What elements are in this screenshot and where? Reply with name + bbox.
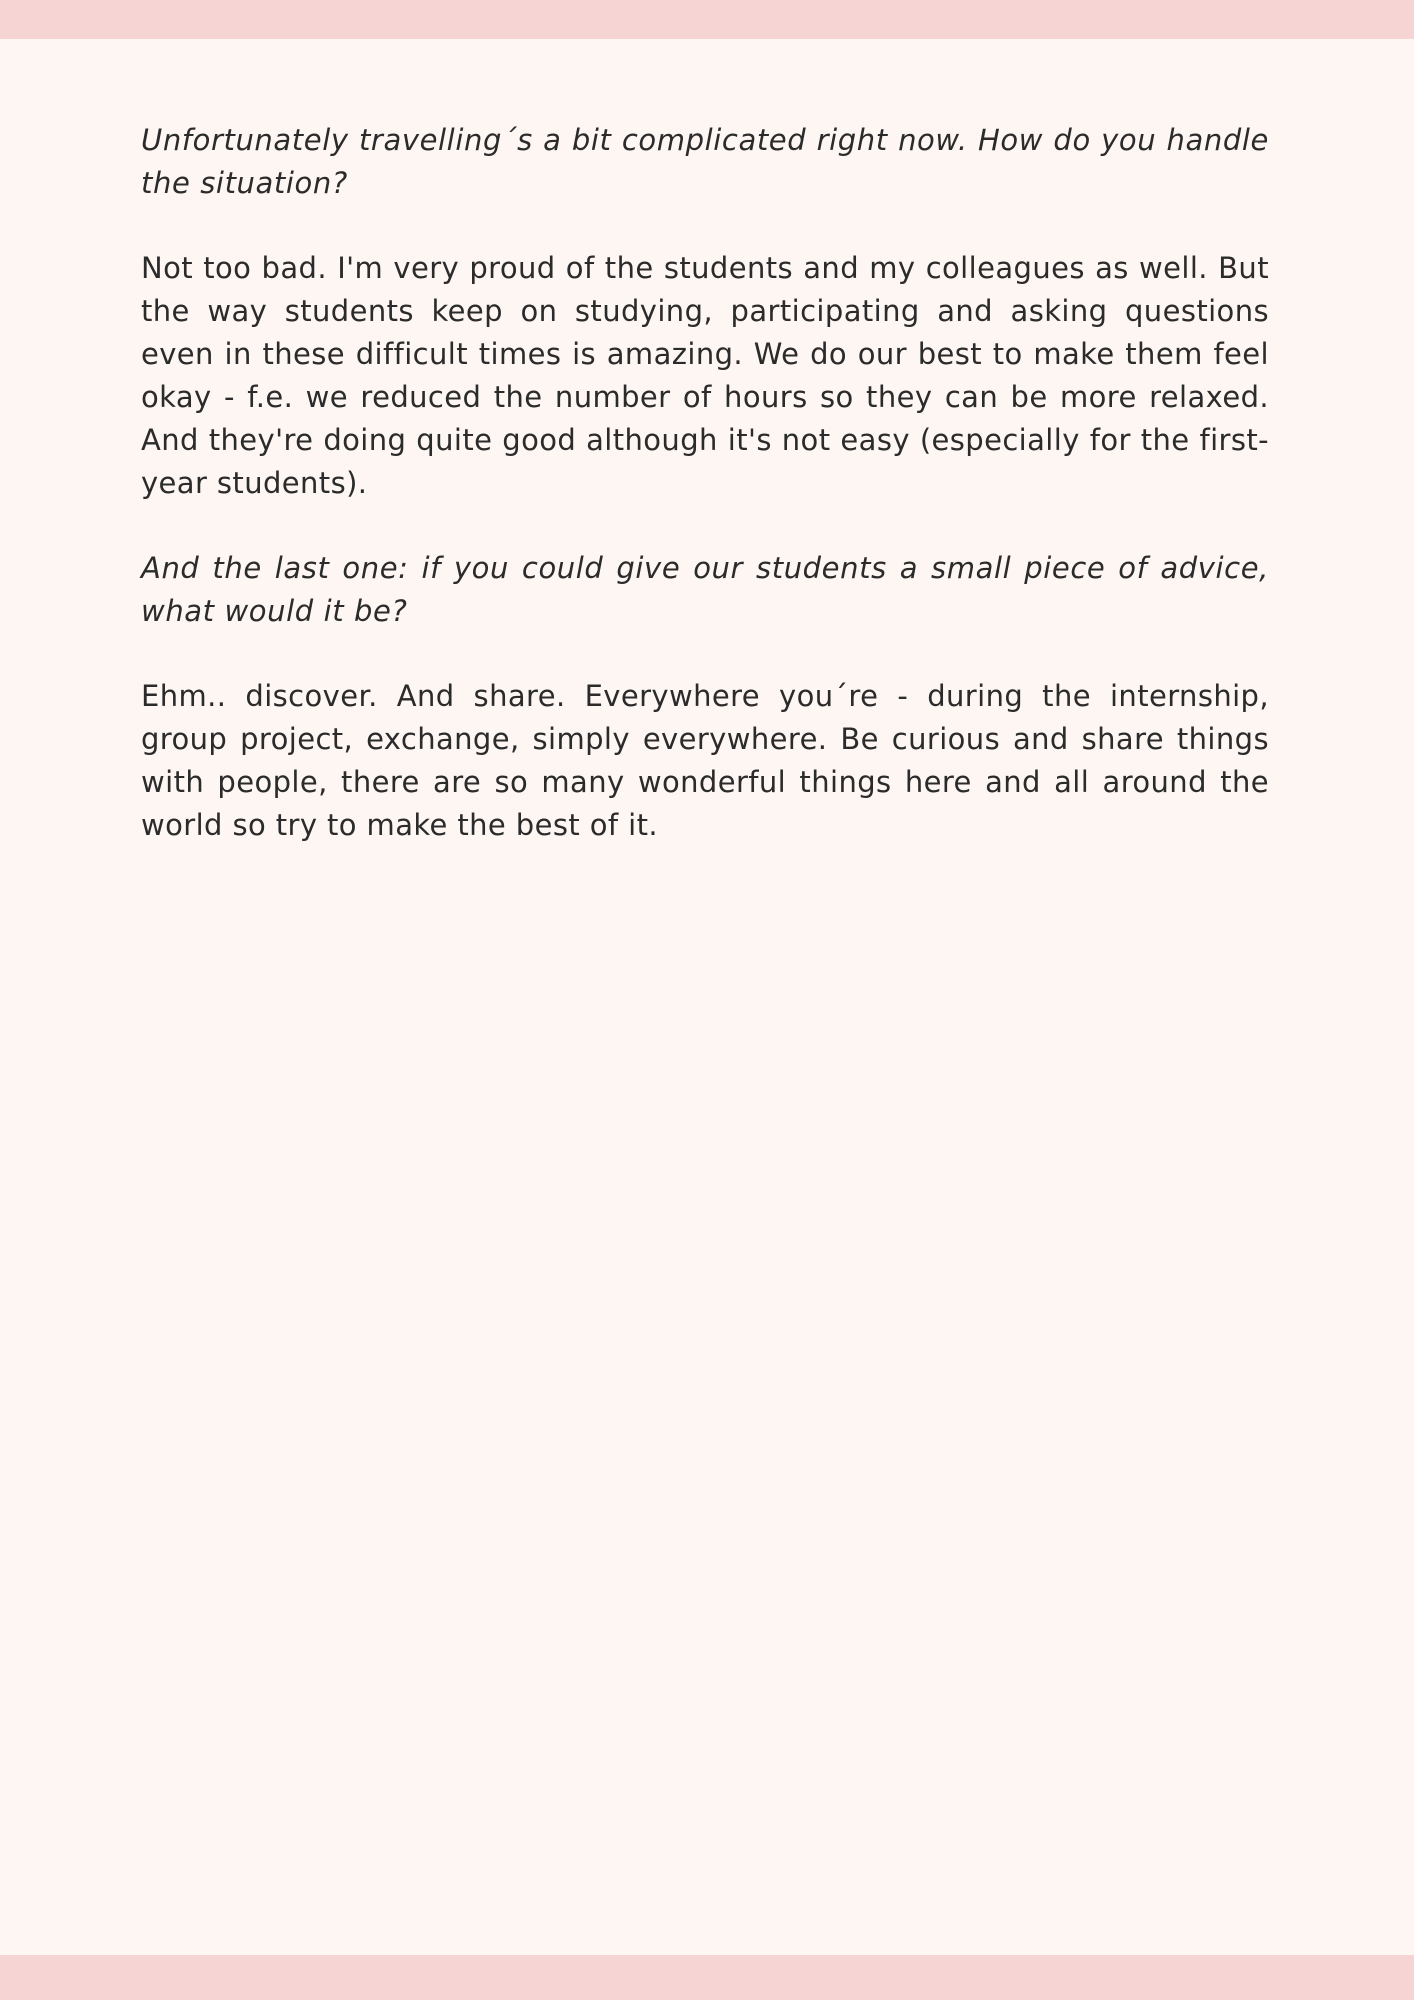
top-band [0,0,1414,39]
interview-answer: Ehm.. discover. And share. Everywhere you´re - during the internship, group project, exchange, simply everywhere. Be curious and share things with people, there are so many wonderful things here and all around the world so try to make the best of it. [141,679,1269,842]
bottom-band [0,1955,1414,2000]
interview-question: And the last one: if you could give our students a small piece of advice, what would it be? [141,551,1269,628]
interview-content [141,119,1269,889]
interview-answer: Not too bad. I'm very proud of the students and my colleagues as well. But the way students keep on studying, participating and asking questions even in these difficult times is amazing. We do our best to make them feel okay - f.e. we reduced the number of hours so they can be more relaxed. And they're doing quite good although it's not easy (especially for the first-year students). [141,251,1269,500]
interview-question: Unfortunately travelling´s a bit complicated right now. How do you handle the situation? [141,123,1269,200]
